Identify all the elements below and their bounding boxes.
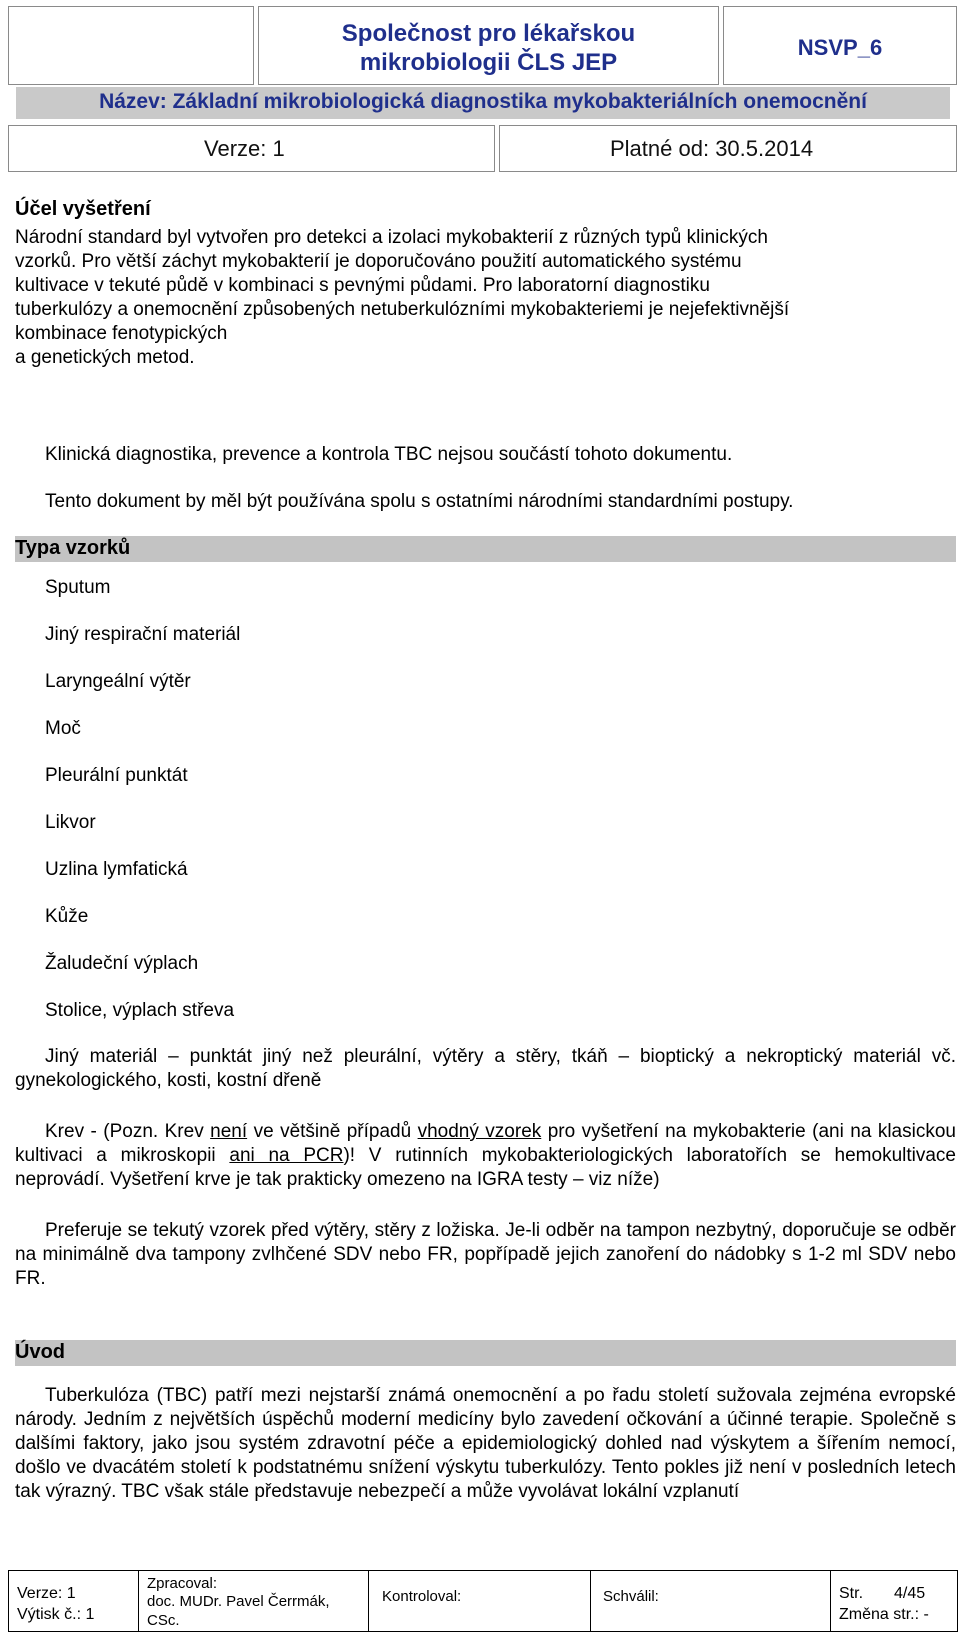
blood-paragraph [15, 1120, 956, 1192]
purpose-line: kombinace fenotypických [15, 323, 228, 344]
sample-item: Likvor [45, 812, 96, 833]
organization-name: Společnost pro lékařskou mikrobiologii ČLS JEP [341, 20, 636, 76]
footer-prepared-cell [139, 1571, 369, 1631]
purpose-line: a genetických metod. [15, 347, 195, 368]
intro-paragraph: Tuberkulóza (TBC) patří mezi nejstarší známá onemocnění a po řadu století sužovala zejména evropské národy. Jedním z největších úspěchů moderní medicíny bylo zavedení očkování a účinné terapie. Společně s dalšími faktory, jako jsou systém zdravotní péče a epidemiologický dohled nad výskytem a šířením nemocí, došlo ve dvacátém století k podstatnému snížení výskytu tuberkulózy. Tento pokles již není v posledních letech tak výrazný. TBC však stále představuje nebezpečí a může vyvolávat lokální vzplanutí [15, 1385, 956, 1502]
blood-text: Krev - (Pozn. Krev [45, 1121, 211, 1142]
document-title-bar [16, 87, 950, 119]
sample-item: Sputum [45, 577, 111, 598]
sample-item: Jiný respirační materiál [45, 624, 241, 645]
purpose-line: tuberkulózy a onemocnění způsobených netuberkulózními mykobakteriemi je nejefektivnější [15, 299, 790, 320]
purpose-line: Národní standard byl vytvořen pro detekci a izolaci mykobakterií z různých typů klinických [15, 227, 768, 248]
sample-item: Laryngeální výtěr [45, 671, 191, 692]
blood-text: )! V rutinních mykobakteriologických laboratořích se hemokultivace neprovádí. Vyšetření krve je tak prakticky omezeno na IGRA testy – viz níže) [15, 1145, 956, 1190]
blood-underlined-not: není [210, 1121, 248, 1142]
samples-heading-band [15, 536, 956, 562]
purpose-line: kultivace v tekuté půdě v kombinaci s pevnými půdami. Pro laboratorní diagnostiku [15, 275, 710, 296]
footer-version: Verze: 1 [17, 1585, 76, 1602]
sample-item: Žaludeční výplach [45, 953, 199, 974]
document-code: NSVP_6 [797, 35, 883, 60]
other-material-paragraph: Jiný materiál – punktát jiný než pleurální, výtěry a stěry, tkáň – bioptický a nekroptický materiál vč. gynekologického, kosti, kostní dřeně [15, 1046, 956, 1091]
usage-note: Tento dokument by měl být používána spolu s ostatními národními standardními postupy. [45, 491, 794, 512]
footer-page-value: 4/45 [894, 1585, 926, 1602]
blood-text: pro vyšetření na mykobakterie (ani na klasickou kultivaci a mikroskopii [15, 1121, 956, 1166]
footer-approved-cell [591, 1571, 831, 1631]
scope-note: Klinická diagnostika, prevence a kontrola TBC nejsou součástí tohoto dokumentu. [45, 444, 733, 465]
header-organization-cell [258, 6, 719, 85]
version-cell [8, 125, 495, 172]
footer-checked-cell [369, 1571, 591, 1631]
sample-item: Stolice, výplach střeva [45, 1000, 235, 1021]
samples-heading: Typa vzorků [15, 537, 131, 559]
footer-prepared-label: Zpracoval: [147, 1575, 218, 1592]
valid-from-label: Platné od: 30.5.2014 [610, 136, 814, 161]
blood-text: ve většině případů [247, 1121, 418, 1142]
preference-paragraph: Preferuje se tekutý vzorek před výtěry, stěry z ložiska. Je-li odběr na tampon nezbytný, doporučuje se odběr na minimálně dva tampony zvlhčené SDV nebo FR, popřípadě jejich zanoření do nádobky s 1-2 ml SDV nebo FR. [15, 1220, 956, 1289]
purpose-heading: Účel vyšetření [15, 198, 151, 220]
footer-page-label: Str. [839, 1585, 864, 1602]
valid-from-cell [499, 125, 957, 172]
blood-underlined-pcr: ani na PCR [229, 1145, 344, 1166]
intro-heading: Úvod [15, 1341, 65, 1363]
blood-underlined-suitable: vhodný vzorek [417, 1121, 542, 1142]
sample-item: Kůže [45, 906, 89, 927]
footer-change-page: Změna str.: - [839, 1606, 929, 1623]
intro-heading-band [15, 1340, 956, 1366]
sample-item: Pleurální punktát [45, 765, 188, 786]
footer-page-cell [831, 1571, 957, 1631]
footer-approved-label: Schválil: [603, 1588, 659, 1605]
footer-version-cell [9, 1571, 139, 1631]
document-title: Název: Základní mikrobiologická diagnostika mykobakteriálních onemocnění [99, 90, 867, 113]
purpose-line: vzorků. Pro větší záchyt mykobakterií je doporučováno použití automatického systému [15, 251, 742, 272]
footer-table [8, 1570, 958, 1632]
footer-prepared-by: doc. MUDr. Pavel Čerrmák, CSc. [147, 1593, 330, 1629]
footer-checked-label: Kontroloval: [382, 1588, 462, 1605]
sample-item: Uzlina lymfatická [45, 859, 188, 880]
footer-print-no: Výtisk č.: 1 [17, 1606, 95, 1623]
sample-item: Moč [45, 718, 81, 739]
header-left-cell [8, 6, 254, 85]
version-label: Verze: 1 [204, 136, 285, 161]
header-code-cell [723, 6, 957, 85]
